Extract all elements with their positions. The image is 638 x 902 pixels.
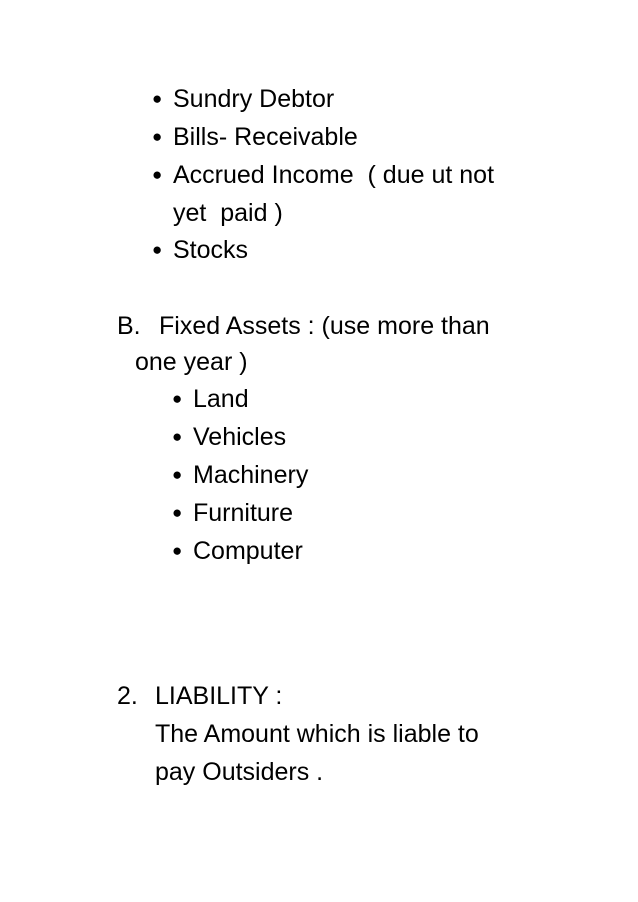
bullet-icon: ● [152,165,163,184]
liability-description: The Amount which is liable to [155,720,479,748]
liability-description-continued: pay Outsiders . [155,758,324,786]
fixed-assets-heading-continued: one year ) [135,348,248,376]
list-item-accrued-income: Accrued Income ( due ut not [173,161,495,189]
liability-heading: LIABILITY : [155,682,283,710]
fixed-assets-heading: Fixed Assets : (use more than [159,312,490,340]
list-item-sundry-debtor: Sundry Debtor [173,85,335,113]
section-marker-2: 2. [117,682,138,710]
list-item-machinery: Machinery [193,461,309,489]
bullet-icon: ● [172,389,183,408]
bullet-icon: ● [152,127,163,146]
list-item-land: Land [193,385,249,413]
bullet-icon: ● [152,240,163,259]
section-marker-b: B. [117,312,141,340]
bullet-icon: ● [172,503,183,522]
list-item-furniture: Furniture [193,499,294,527]
list-item-vehicles: Vehicles [193,423,287,451]
bullet-icon: ● [172,465,183,484]
bullet-icon: ● [172,541,183,560]
list-item-stocks: Stocks [173,236,249,264]
bullet-icon: ● [172,427,183,446]
bullet-icon: ● [152,89,163,108]
list-item-accrued-income-continued: yet paid ) [173,199,283,227]
list-item-bills-receivable: Bills- Receivable [173,123,358,151]
list-item-computer: Computer [193,537,303,565]
